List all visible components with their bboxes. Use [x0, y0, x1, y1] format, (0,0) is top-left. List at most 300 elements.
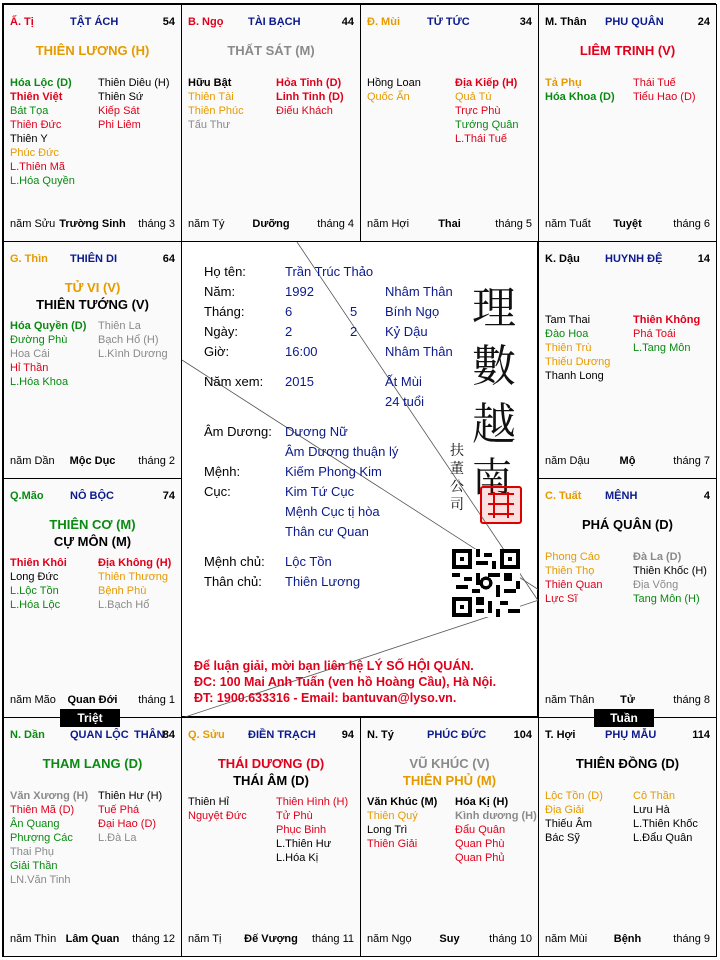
footer-year: năm Tị	[188, 933, 222, 945]
minor-star: Tấu Thư	[188, 119, 231, 131]
main-stars	[4, 516, 181, 550]
label-cuc: Cục:	[204, 484, 231, 499]
palace-footer	[10, 455, 175, 469]
minor-star: Phượng Các	[10, 832, 73, 844]
footer-month: tháng 12	[132, 933, 175, 945]
minor-star: Tam Thai	[545, 314, 591, 326]
palace-cell-ti	[3, 4, 182, 242]
footer-stage: Bệnh	[613, 933, 642, 945]
footer-year: năm Dần	[10, 455, 55, 467]
value-nam-xem-can: Ất Mùi	[385, 374, 422, 389]
footer-month: tháng 10	[489, 933, 532, 945]
palace-number: 74	[162, 490, 175, 502]
minor-star: Địa Võng	[633, 579, 679, 591]
palace-name: TỬ TỨC	[427, 16, 470, 28]
palace-number: 94	[341, 729, 354, 741]
palace-header	[10, 16, 175, 32]
palace-number: 104	[513, 729, 532, 741]
footer-month: tháng 1	[138, 694, 175, 706]
minor-star: Thiên Mã (D)	[10, 804, 75, 816]
minor-star: L.Lộc Tồn	[10, 585, 59, 597]
minor-star: Phá Toái	[633, 328, 676, 340]
minor-stars-right	[633, 789, 717, 845]
palace-branch: K. Dậu	[545, 253, 580, 265]
palace-header	[10, 253, 175, 269]
minor-star: L.Hóa Kị	[276, 852, 319, 864]
palace-cell-ty	[360, 717, 539, 957]
main-star: LIÊM TRINH (V)	[579, 43, 676, 58]
palace-name: MỆNH	[605, 490, 638, 502]
minor-star: Thai Phụ	[10, 846, 55, 858]
palace-branch: T. Hợi	[545, 729, 576, 741]
minor-star: Lực Sĩ	[545, 593, 578, 605]
main-star: VŨ KHÚC (V)	[409, 756, 490, 771]
minor-star: Bệnh Phù	[98, 585, 147, 597]
palace-branch: C. Tuất	[545, 490, 582, 502]
palace-branch: Q.Mão	[10, 490, 44, 502]
minor-star: Kiếp Sát	[98, 105, 140, 117]
palace-name: TẬT ÁCH	[70, 16, 119, 28]
footer-month: tháng 8	[673, 694, 710, 706]
minor-star: Thiên La	[98, 320, 141, 332]
palace-branch: Ấ. Tị	[10, 16, 34, 28]
value-cuc-2: Mệnh Cục tị hòa	[285, 504, 380, 519]
palace-header	[367, 729, 532, 745]
value-thang-can: Bính Ngọ	[385, 304, 440, 319]
minor-star: Hóa Khoa (D)	[545, 91, 615, 103]
value-cuc-3: Thân cư Quan	[285, 524, 369, 539]
minor-stars-right	[98, 789, 182, 845]
palace-branch: M. Thân	[545, 16, 587, 28]
minor-star: Thiên Quý	[367, 810, 418, 822]
palace-header	[10, 490, 175, 506]
minor-star: Thiếu Âm	[545, 818, 593, 830]
minor-star: Linh Tinh (D)	[276, 91, 344, 103]
palace-name: PHÚC ĐỨC	[427, 729, 487, 741]
palace-cell-suu	[181, 717, 361, 957]
minor-stars-right	[98, 76, 182, 132]
minor-star: Văn Khúc (M)	[367, 796, 438, 808]
minor-star: Thiên Hình (H)	[276, 796, 349, 808]
palace-name: HUYNH ĐỆ	[605, 253, 663, 265]
main-stars	[539, 516, 716, 533]
main-star: THIÊN ĐỒNG (D)	[575, 756, 680, 771]
palace-number: 84	[162, 729, 175, 741]
footer-year: năm Thân	[545, 694, 595, 706]
minor-star: L.Kình Dương	[98, 348, 168, 360]
footer-year: năm Thìn	[10, 933, 57, 945]
value-than-chu: Thiên Lương	[285, 574, 361, 589]
palace-header	[188, 16, 354, 32]
palace-cell-mao	[3, 478, 182, 718]
main-star: THIÊN PHỦ (M)	[402, 773, 497, 788]
minor-star: L.Tang Môn	[633, 342, 691, 354]
minor-star: Phi Liêm	[98, 119, 141, 131]
label-than-chu: Thân chủ:	[204, 574, 262, 589]
palace-cell-tuat	[538, 478, 717, 718]
minor-stars-left	[10, 789, 98, 887]
contact-line-1: Để luận giải, mời bạn liên hệ LÝ SỐ HỘI QUÁN.	[194, 659, 474, 673]
minor-star: Quan Phù	[455, 838, 505, 850]
palace-cell-thin	[3, 241, 182, 479]
palace-header	[545, 729, 710, 745]
minor-star: Bát Tọa	[10, 105, 49, 117]
palace-cell-mui	[360, 4, 539, 242]
minor-star: Đẩu Quân	[455, 824, 506, 836]
minor-stars-left	[545, 76, 633, 104]
minor-star: Đào Hoa	[545, 328, 589, 340]
minor-star: Hữu Bật	[188, 77, 232, 89]
minor-star: Thái Tuế	[633, 77, 676, 89]
palace-header	[545, 16, 710, 32]
minor-star: L.Bạch Hổ	[98, 599, 150, 611]
calligraphy-char-1: 理	[472, 283, 516, 334]
value-nam: 1992	[285, 284, 314, 299]
calligraphy-char-2: 數	[472, 341, 516, 392]
main-stars	[182, 42, 360, 59]
palace-name: TÀI BẠCH	[248, 16, 301, 28]
main-stars	[361, 755, 538, 789]
minor-star: Hóa Lộc (D)	[10, 77, 72, 89]
minor-stars-right	[633, 76, 717, 104]
minor-stars-right	[276, 76, 361, 118]
calligraphy-char-4: 南	[472, 455, 512, 501]
palace-number: 34	[519, 16, 532, 28]
footer-stage: Tử	[620, 694, 635, 706]
palace-name: ĐIỀN TRẠCH	[248, 729, 316, 741]
minor-stars-right	[455, 76, 539, 146]
minor-star: Phục Binh	[276, 824, 327, 836]
minor-stars-left	[10, 319, 98, 389]
footer-stage: Suy	[439, 933, 460, 945]
footer-stage: Mộ	[619, 455, 636, 467]
minor-star: Hỏa Tinh (D)	[276, 77, 342, 89]
minor-star: L.Hóa Lộc	[10, 599, 61, 611]
palace-footer	[10, 218, 175, 232]
minor-star: L.Đà La	[98, 832, 137, 844]
minor-star: Thanh Long	[545, 370, 604, 382]
minor-star: L.Thái Tuế	[455, 133, 507, 145]
footer-stage: Lâm Quan	[65, 933, 120, 945]
minor-star: Thiên Tài	[188, 91, 234, 103]
palace-number: 14	[697, 253, 710, 265]
minor-star: Đà La (D)	[633, 551, 682, 563]
main-star: TỬ VI (V)	[64, 280, 121, 295]
triet-tag: Triệt	[60, 709, 120, 727]
main-stars	[539, 42, 716, 59]
minor-star: Hồng Loan	[367, 77, 421, 89]
label-ngay: Ngày:	[204, 324, 238, 339]
minor-star: Thiên Khốc (H)	[633, 565, 707, 577]
minor-star: L.Thiên Mã	[10, 161, 66, 173]
palace-name: QUAN LỘC	[70, 729, 129, 741]
minor-star: Thiên Trù	[545, 342, 592, 354]
footer-month: tháng 4	[317, 218, 354, 230]
minor-star: Hóa Quyền (D)	[10, 320, 87, 332]
minor-star: LN.Văn Tinh	[10, 874, 71, 886]
value-cuc: Kim Tứ Cục	[285, 484, 355, 499]
main-star: THAM LANG (D)	[42, 756, 143, 771]
minor-stars-left	[545, 313, 633, 383]
minor-star: Tang Môn (H)	[633, 593, 700, 605]
main-star: THÁI DƯƠNG (D)	[217, 756, 325, 771]
palace-number: 44	[341, 16, 354, 28]
minor-star: Thiên Đức	[10, 119, 62, 131]
palace-than-marker: THÂN	[134, 729, 165, 741]
footer-month: tháng 5	[495, 218, 532, 230]
main-stars	[182, 755, 360, 789]
palace-branch: G. Thìn	[10, 253, 48, 265]
minor-star: Cô Thần	[633, 790, 675, 802]
minor-star: Địa Giải	[545, 804, 585, 816]
contact-block	[194, 658, 496, 706]
minor-stars-right	[276, 795, 361, 865]
palace-header	[188, 729, 354, 745]
palace-header	[367, 16, 532, 32]
minor-star: Đại Hao (D)	[98, 818, 157, 830]
palace-branch: N. Tý	[367, 729, 394, 741]
minor-stars-left	[188, 795, 276, 823]
palace-footer	[188, 933, 354, 947]
footer-year: năm Tuất	[545, 218, 591, 230]
minor-star: Điếu Khách	[276, 105, 333, 117]
minor-star: Thiên Khôi	[10, 557, 67, 569]
main-star: THẤT SÁT (M)	[227, 43, 315, 58]
value-gio-can: Nhâm Thân	[385, 344, 453, 359]
footer-month: tháng 2	[138, 455, 175, 467]
minor-star: L.Thiên Hư	[276, 838, 332, 850]
minor-star: Tuế Phá	[98, 804, 140, 816]
palace-footer	[367, 933, 532, 947]
palace-cell-dan	[3, 717, 182, 957]
seal-pattern	[482, 488, 520, 522]
small-char-3: 公	[450, 479, 464, 495]
footer-stage: Quan Đới	[67, 694, 118, 706]
value-ngay-duong: 2	[285, 324, 293, 339]
value-tuoi: 24 tuổi	[385, 394, 425, 409]
minor-star: Thiếu Dương	[545, 356, 611, 368]
main-star: THIÊN LƯƠNG (H)	[35, 43, 150, 58]
palace-footer	[10, 694, 175, 708]
calligraphy-char-3: 越	[472, 399, 516, 450]
minor-star: Thiên Không	[633, 314, 701, 326]
footer-stage: Dưỡng	[252, 218, 290, 230]
footer-stage: Thai	[438, 218, 461, 230]
calligraphy-small-column	[450, 442, 466, 514]
small-char-2: 董	[450, 461, 464, 477]
minor-star: Long Trì	[367, 824, 408, 836]
footer-year: năm Sửu	[10, 218, 56, 230]
minor-star: Tử Phù	[276, 810, 313, 822]
minor-star: Giải Thần	[10, 860, 58, 872]
footer-year: năm Mùi	[545, 933, 588, 945]
value-nam-xem: 2015	[285, 374, 314, 389]
minor-stars-left	[367, 76, 455, 104]
minor-star: Hoa Cái	[10, 348, 50, 360]
minor-star: Thiên Giải	[367, 838, 418, 850]
main-stars	[539, 755, 716, 772]
palace-branch: Q. Sửu	[188, 729, 225, 741]
minor-star: Tả Phụ	[545, 77, 582, 89]
palace-branch: N. Dần	[10, 729, 45, 741]
minor-star: L.Đẩu Quân	[633, 832, 693, 844]
value-ho-ten: Trần Trúc Thảo	[285, 264, 374, 279]
minor-star: Kình dương (H)	[455, 810, 537, 822]
minor-stars-right	[633, 313, 717, 355]
main-star: PHÁ QUÂN (D)	[582, 517, 673, 532]
minor-stars-right	[455, 795, 539, 865]
palace-number: 4	[703, 490, 710, 502]
minor-stars-left	[188, 76, 276, 132]
palace-number: 64	[162, 253, 175, 265]
palace-footer	[545, 218, 710, 232]
main-star: THIÊN TƯỚNG (V)	[36, 297, 149, 312]
minor-stars-left	[545, 550, 633, 606]
value-thang-am: 5	[350, 304, 358, 319]
value-menh-chu: Lộc Tồn	[285, 554, 332, 569]
small-char-4: 司	[450, 497, 464, 513]
label-nam-xem: Năm xem:	[204, 374, 264, 389]
label-gio: Giờ:	[204, 344, 230, 359]
minor-star: Địa Không (H)	[98, 557, 172, 569]
value-thang-duong: 6	[285, 304, 293, 319]
tuan-tag: Tuần	[594, 709, 654, 727]
minor-star: L.Hóa Quyền	[10, 175, 75, 187]
minor-stars-left	[10, 556, 98, 612]
palace-footer	[545, 694, 710, 708]
qr-pattern	[452, 549, 520, 617]
palace-footer	[10, 933, 175, 947]
minor-star: Ân Quang	[10, 818, 60, 830]
minor-star: Thiên Y	[10, 133, 48, 145]
palace-branch: Đ. Mùi	[367, 16, 400, 28]
contact-line-2: ĐC: 100 Mai Anh Tuấn (ven hồ Hoàng Cầu), Hà Nội.	[194, 675, 497, 689]
footer-year: năm Mão	[10, 694, 56, 706]
value-menh: Kiếm Phong Kim	[285, 464, 382, 479]
label-menh-chu: Mệnh chủ:	[204, 554, 265, 569]
minor-star: Phong Cáo	[545, 551, 601, 563]
minor-star: Văn Xương (H)	[10, 790, 89, 802]
label-menh: Mệnh:	[204, 464, 241, 479]
palace-cell-than	[538, 4, 717, 242]
minor-star: Quan Phủ	[455, 852, 505, 864]
minor-stars-right	[633, 550, 717, 606]
palace-footer	[545, 933, 710, 947]
minor-star: Lưu Hà	[633, 804, 670, 816]
minor-star: Thiên Hư (H)	[98, 790, 163, 802]
minor-star: Bác Sỹ	[545, 832, 580, 844]
contact-line-3: ĐT: 1900.633316 - Email: bantuvan@lyso.vn.	[194, 691, 457, 705]
minor-star: Trực Phù	[455, 105, 501, 117]
minor-star: Đường Phù	[10, 334, 68, 346]
minor-star: Thiên Thọ	[545, 565, 595, 577]
footer-month: tháng 6	[673, 218, 710, 230]
label-ho-ten: Họ tên:	[204, 264, 246, 279]
minor-star: Quả Tú	[455, 91, 492, 103]
footer-year: năm Tý	[188, 218, 225, 230]
footer-stage: Mộc Dục	[69, 455, 116, 467]
footer-month: tháng 3	[138, 218, 175, 230]
footer-month: tháng 7	[673, 455, 710, 467]
footer-year: năm Dậu	[545, 455, 590, 467]
main-star: THIÊN CƠ (M)	[49, 517, 136, 532]
main-stars	[4, 755, 181, 772]
minor-star: Nguyệt Đức	[188, 810, 247, 822]
palace-number: 54	[162, 16, 175, 28]
value-nam-can: Nhâm Thân	[385, 284, 453, 299]
palace-footer	[367, 218, 532, 232]
minor-star: Thiên Hỉ	[188, 796, 229, 808]
minor-stars-left	[10, 76, 98, 188]
minor-star: Tiểu Hao (D)	[633, 91, 696, 103]
palace-number: 114	[692, 729, 710, 741]
footer-stage: Trường Sinh	[59, 218, 126, 230]
palace-cell-dau	[538, 241, 717, 479]
minor-stars-left	[545, 789, 633, 845]
center-info-panel	[181, 241, 538, 717]
minor-star: Hóa Kị (H)	[455, 796, 509, 808]
value-am-duong: Dương Nữ	[285, 424, 348, 439]
value-am-duong-2: Âm Dương thuận lý	[285, 444, 399, 459]
red-seal-stamp	[480, 486, 522, 524]
palace-name: THIÊN DI	[70, 253, 118, 265]
main-star: CỰ MÔN (M)	[53, 534, 132, 549]
palace-header	[545, 490, 710, 506]
minor-stars-right	[98, 556, 182, 612]
small-char-1: 扶	[450, 443, 464, 459]
palace-header	[545, 253, 710, 269]
minor-star: Thiên Thương	[98, 571, 169, 583]
minor-star: Bạch Hổ (H)	[98, 334, 159, 346]
label-nam: Năm:	[204, 284, 236, 299]
footer-month: tháng 9	[673, 933, 710, 945]
minor-star: L.Hóa Khoa	[10, 376, 69, 388]
minor-star: Long Đức	[10, 571, 59, 583]
minor-stars-left	[367, 795, 455, 851]
palace-cell-hoi	[538, 717, 717, 957]
value-gio: 16:00	[285, 344, 318, 359]
palace-name: PHỤ MẪU	[605, 729, 657, 741]
minor-star: Thiên Diêu (H)	[98, 77, 170, 89]
main-stars	[4, 42, 181, 59]
value-ngay-am: 2	[350, 324, 358, 339]
footer-stage: Tuyệt	[613, 218, 642, 230]
minor-star: Hỉ Thần	[10, 362, 49, 374]
footer-year: năm Hợi	[367, 218, 410, 230]
minor-star: Thiên Việt	[10, 91, 63, 103]
minor-star: Thiên Sứ	[98, 91, 144, 103]
label-thang: Tháng:	[204, 304, 245, 319]
palace-branch: B. Ngọ	[188, 16, 224, 28]
minor-star: Thiên Phúc	[188, 105, 244, 117]
footer-year: năm Ngọ	[367, 933, 412, 945]
minor-star: Tướng Quân	[455, 119, 519, 131]
qr-code[interactable]	[452, 549, 520, 617]
minor-star: L.Thiên Khốc	[633, 818, 698, 830]
minor-star: Phúc Đức	[10, 147, 59, 159]
minor-star: Địa Kiếp (H)	[455, 77, 518, 89]
palace-number: 24	[697, 16, 710, 28]
main-stars	[4, 279, 181, 313]
palace-footer	[545, 455, 710, 469]
label-am-duong: Âm Dương:	[204, 424, 272, 439]
palace-footer	[188, 218, 354, 232]
main-star: THÁI ÂM (D)	[233, 773, 309, 788]
palace-cell-ngo	[181, 4, 361, 242]
value-ngay-can: Kỷ Dậu	[385, 324, 428, 339]
palace-name: PHU QUÂN	[605, 16, 664, 28]
minor-star: Lộc Tồn (D)	[545, 790, 603, 802]
